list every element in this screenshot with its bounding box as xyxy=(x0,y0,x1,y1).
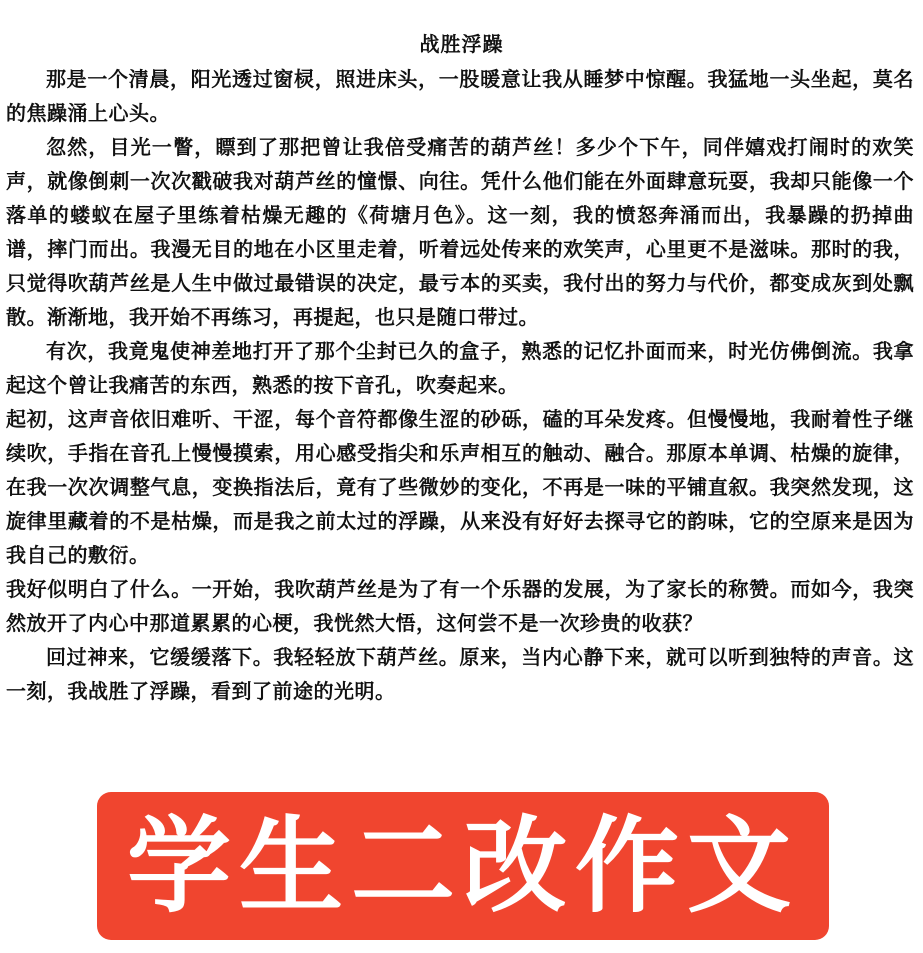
essay-paragraph-4: 起初，这声音依旧难听、干涩，每个音符都像生涩的砂砾，磕的耳朵发疼。但慢慢地，我耐着性子继续吹，手指在音孔上慢慢摸索，用心感受指尖和乐声相互的触动、融合。那原本单调、枯燥的旋律，在我一次次调整气息，变换指法后，竟有了些微妙的变化，不再是一味的平铺直叙。我突然发现，这旋律里藏着的不是枯燥，而是我之前太过的浮躁，从来没有好好去探寻它的韵味，它的空原来是因为我自己的敷衍。 xyxy=(6,407,914,567)
caption-banner-text: 学生二改作文 xyxy=(126,805,799,927)
essay-paragraph-5: 我好似明白了什么。一开始，我吹葫芦丝是为了有一个乐器的发展，为了家长的称赞。而如今，我突然放开了内心中那道累累的心梗，我恍然大悟，这何尝不是一次珍贵的收获？ xyxy=(6,577,914,635)
essay-body xyxy=(6,62,914,708)
essay-paragraph-3: 有次，我竟鬼使神差地打开了那个尘封已久的盒子，熟悉的记忆扑面而来，时光仿佛倒流。我拿起这个曾让我痛苦的东西，熟悉的按下音孔，吹奏起来。 xyxy=(6,339,914,397)
essay-paragraph-1: 那是一个清晨，阳光透过窗棂，照进床头，一股暖意让我从睡梦中惊醒。我猛地一头坐起，莫名的焦躁涌上心头。 xyxy=(6,67,914,125)
essay-paragraph-6: 回过神来，它缓缓落下。我轻轻放下葫芦丝。原来，当内心静下来，就可以听到独特的声音。这一刻，我战胜了浮躁，看到了前途的光明。 xyxy=(6,645,914,703)
essay-title: 战胜浮躁 xyxy=(419,32,504,56)
caption-banner xyxy=(97,792,829,940)
essay-paragraph-2: 忽然，目光一瞥，瞟到了那把曾让我倍受痛苦的葫芦丝！多少个下午，同伴嬉戏打闹时的欢笑声，就像倒刺一次次戳破我对葫芦丝的憧憬、向往。凭什么他们能在外面肆意玩耍，我却只能像一个落单的蝼蚁在屋子里练着枯燥无趣的《荷塘月色》。这一刻，我的愤怒奔涌而出，我暴躁的扔掉曲谱，摔门而出。我漫无目的地在小区里走着，听着远处传来的欢笑声，心里更不是滋味。那时的我，只觉得吹葫芦丝是人生中做过最错误的决定，最亏本的买卖，我付出的努力与代价，都变成灰到处飘散。渐渐地，我开始不再练习，再提起，也只是随口带过。 xyxy=(6,135,914,329)
